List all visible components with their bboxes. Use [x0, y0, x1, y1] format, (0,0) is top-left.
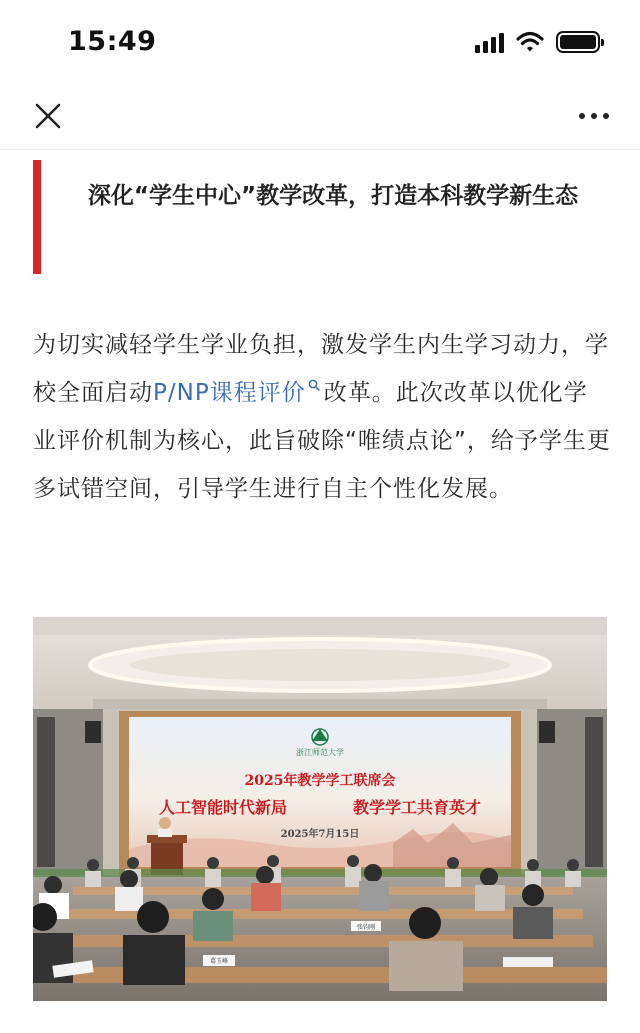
name-plate: 张钧刚	[356, 924, 376, 931]
screen-slogan-left: 人工智能时代新局	[158, 798, 288, 817]
battery-icon	[556, 31, 600, 53]
nav-bar	[0, 86, 640, 150]
status-time: 15:49	[68, 26, 157, 57]
screen-logo-text: 浙江师范大学	[296, 748, 344, 757]
section-title	[33, 160, 613, 274]
close-icon	[35, 103, 61, 129]
more-icon-dot	[591, 113, 597, 119]
screen-title: 2025年教学学工联席会	[244, 773, 396, 789]
screen-slogan-right: 教学学工共育英才	[352, 798, 482, 817]
section-title-text: 深化“学生中心”教学改革，打造本科教学新生态	[87, 183, 579, 209]
screen-date: 2025年7月15日	[280, 829, 360, 840]
name-plate: 葛玉峰	[209, 958, 229, 965]
paragraph-text-before: 为切实减轻学生学业负担，激发学生内生学习动力，学校全面启动	[33, 332, 609, 406]
paragraph-text-after: 改革。此次改革以优化学业评价机制为核心，此旨破除“唯绩点论”，给予学生更多试错空间，引导学生进行自主个性化发展。	[33, 380, 611, 502]
status-bar	[0, 0, 640, 86]
section-title-accent-bar	[33, 160, 41, 274]
search-keyword-link[interactable]: P/NP课程评价	[153, 380, 306, 406]
article-paragraph	[33, 321, 611, 513]
wifi-icon	[516, 31, 544, 53]
signal-icon	[475, 31, 504, 53]
more-icon-dot	[579, 113, 585, 119]
more-button[interactable]	[574, 96, 614, 136]
search-icon[interactable]	[308, 379, 320, 391]
close-button[interactable]	[28, 96, 68, 136]
article-photo[interactable]	[33, 617, 607, 1001]
status-icons	[475, 30, 600, 54]
more-icon-dot	[603, 113, 609, 119]
